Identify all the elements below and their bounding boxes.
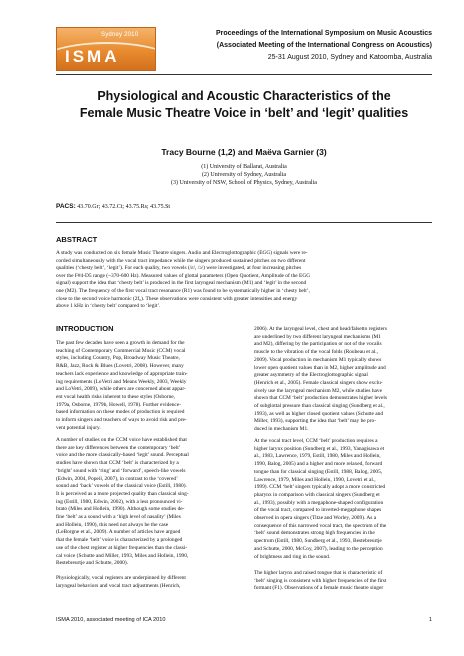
text-line: sively use the laryngeal mechanism M2, while studies have [254, 387, 382, 394]
text-line: muscle to the vibration of the vocal folds (Roubeau et al., [254, 349, 378, 356]
text-line: cal voice (Schutte and Miller, 1993, Miles and Hollein, 1990, [56, 552, 189, 559]
text-line: ‘belt’ sound demonstrates strong high frequencies in the [254, 530, 375, 537]
abstract-line: above 1 kHz in ‘chesty belt’ compared to ‘legit’. [56, 303, 161, 310]
associated-meeting: (Associated Meeting of the International Congress on Acoustics) [216, 42, 432, 49]
abstract-line: corded simultaneously with the vocal tract impedance while the singers produced sustained pitches on two different [56, 257, 306, 264]
affiliation-1: (1) University of Ballarat, Australia [201, 164, 287, 170]
text-line: shown that CCM ‘belt’ production demonstrates higher levels [254, 395, 387, 402]
text-line: that the female ‘belt’ voice is characterized by a prolonged [56, 537, 183, 544]
intro-paragraph-3 [56, 575, 234, 590]
text-line: formant (F1). Observations of a female music theatre singer [254, 585, 384, 592]
abstract-line: A study was conducted on six female Music Theatre singers. Audio and Electroglottographic (EGG) signals were re- [56, 250, 308, 256]
footer-meeting: ISMA 2010, associated meeting of ICA 2010 [56, 617, 166, 623]
pacs-rule [56, 222, 432, 223]
page-footer [56, 617, 432, 623]
text-line: vent potential injury. [56, 424, 101, 431]
text-line: sound and ‘back’ vowels of the classical voice (Estill, 1980). [56, 483, 187, 490]
text-line: (Edwin, 2004, Popeil, 2007), in contrast to the ‘covered’ [56, 475, 178, 482]
text-line: and Hollein, 1990), this need not always be the case [56, 521, 169, 528]
text-line: pharynx in comparison with classical singers (Sundberg et [254, 491, 380, 498]
header-rule [56, 74, 432, 75]
logo-text: ISMA [65, 47, 120, 66]
text-line: ‘belt’ singing is consistent with higher frequencies of the first [254, 577, 387, 584]
text-line: ing requirements (LoVetri and Means Weekly, 2003, Weekly [56, 378, 187, 385]
logo-city: Sydney 2010 [101, 32, 139, 38]
text-line: R&B, Jazz, Rock & Blues (Lovetri, 2008). However, many [56, 363, 184, 370]
pacs-label: PACS: [56, 203, 76, 210]
text-line: al., 1983, Lawrence, 1979, Estill, 1980, Miles and Hollein, [254, 453, 381, 460]
text-line: lower open quotient values than in M2, higher amplitude and [254, 364, 386, 371]
text-line: It is perceived as a more projected quality than classical sing- [56, 490, 189, 497]
text-line: and LoVetri, 2009), while others are concerned about appar- [56, 386, 186, 393]
proceedings-title: Proceedings of the International Symposium on Music Acoustics [216, 30, 432, 37]
text-line: (LeBorgne et al., 2009). A number of articles have argued [56, 529, 181, 536]
text-line: greater asymmetry of the Electroglottographic signal [254, 372, 368, 379]
text-line: studies have shown that CCM ‘belt’ is characterized by a [56, 460, 179, 467]
text-line: At the vocal tract level, CCM ‘belt’ production requires a [254, 438, 378, 444]
affiliation-2: (2) University of Sydney, Australia [201, 172, 287, 178]
text-line: there are key differences between the contemporary ‘belt’ [56, 444, 181, 451]
pacs-codes: 43.70.Gr; 43.72.Ct; 43.75.Rs; 43.75.St [77, 204, 171, 210]
text-line: tongue than for classical singing (Estill, 1988, Balog, 2005, [254, 468, 383, 475]
text-line: The higher larynx and raised tongue that is characteristic of [254, 570, 383, 576]
text-line: spectrum (Estill, 1980, Sundberg et al., 1993, Bestebreurtje [254, 538, 382, 545]
text-line: duced in mechanism M1. [254, 426, 309, 433]
text-line: consequence of this narrowed vocal tract, the spectrum of the [254, 522, 387, 529]
abstract-line: close to the second voice harmonic (2f₀). These observations were consistent with greater intensities and energy [56, 295, 298, 302]
text-line: 1993), as well as higher closed quotient values (Schutte and [254, 410, 384, 417]
text-line: observed in opera singers (Titze and Worley, 2009). As a [254, 515, 377, 522]
abstract-line: over the F#4-D5 range (~370-600 Hz). Measured values of glottal parameters (Open Quotient, Amplitude of the EGG [56, 272, 311, 279]
text-line: and Schutte, 2000, McCoy, 2007), leading to the perception [254, 545, 383, 552]
paper-title-line-2: Female Music Theatre Voice in ‘belt’ and ‘legit’ qualities [79, 106, 409, 120]
text-line: ing (Estill, 1980, Edwin, 2002), with a less pronounced vi- [56, 498, 183, 505]
affiliation-3: (3) University of NSW, School of Physics, Sydney, Australia [171, 180, 317, 186]
intro-paragraph-1 [56, 340, 234, 432]
introduction-heading: INTRODUCTION [56, 324, 114, 333]
right-paragraph-1 [254, 326, 432, 434]
paper-title-line-1: Physiological and Acoustic Characteristics of the [97, 89, 391, 103]
text-line: of subglottal pressure than classical singing (Sundberg et al., [254, 403, 385, 410]
text-line: Physiologically, vocal registers are underpinned by different [56, 575, 186, 581]
text-line: and M2), differing by the participation or not of the vocalis [254, 341, 382, 348]
text-line: 1990, Balog, 2005) and a higher and more relaxed, forward [254, 461, 383, 468]
text-line: ‘bright’ sound with ‘ring’ and ‘forward’, speech-like vowels [56, 467, 186, 474]
conference-dates: 25-31 August 2010, Sydney and Katoomba, Australia [267, 54, 432, 61]
right-paragraph-3 [254, 570, 432, 593]
text-line: use of the chest register at higher frequencies than the classi- [56, 544, 188, 551]
right-paragraph-2 [254, 438, 432, 561]
text-line: Bestebreurtje and Schutte, 2000). [56, 560, 129, 567]
pacs-line [56, 203, 170, 210]
isma-logo [56, 27, 156, 71]
abstract-line: one (M2). The frequency of the first vocal tract resonance (R1) was found to be systematically higher in ‘chesty belt’, [56, 287, 310, 294]
intro-paragraph-2 [56, 437, 234, 568]
text-line: 1999). CCM ‘belt’ singers typically adopt a more constricted [254, 484, 386, 491]
text-line: ent vocal health risks inherent to these styles (Osborne, [56, 393, 176, 400]
text-line: 2006). At the laryngeal level, chest and head/falsetto registers [254, 326, 387, 332]
text-line: voice and the more classically-based ‘legit’ sound. Perceptual [56, 452, 189, 459]
text-line: based information on these modes of production is required [56, 409, 185, 416]
text-line: al., 1993), possibly with a megaphone-shaped configuration [254, 499, 384, 506]
text-line: Lawrence, 1979, Miles and Hollein, 1990, Lovetri et al., [254, 476, 376, 483]
text-line: brato (Miles and Hollein, 1990). Although some studies de- [56, 506, 185, 513]
abstract-line: signal) support the idea that ‘chesty belt’ is produced in the first laryngeal mechanism (M1) and ‘legit’ in the second [56, 280, 307, 287]
text-line: fine ‘belt’ as a sound with a ‘high level of nasality’ (Miles [56, 514, 181, 521]
text-line: higher larynx position (Sundberg et al., 1993, Yanagisawa et [254, 445, 385, 452]
text-line: (Henrich et al., 2005). Female classical singers show exclu- [254, 379, 383, 386]
text-line: 1979a, Osborne, 1979b, Howell, 1978). Further evidence- [56, 401, 182, 408]
text-line: teaching of Contemporary Commercial Music (CCM) vocal [56, 347, 186, 354]
text-line: styles, including Country, Pop, Broadway Music Theatre, [56, 355, 180, 362]
text-line: The past few decades have seen a growth in demand for the [56, 340, 185, 346]
abstract-body [56, 250, 432, 311]
text-line: to inform singers and teachers of ways to avoid risk and pre- [56, 417, 187, 424]
text-line: 2009). Vocal production in mechanism M1 typically shows [254, 356, 382, 363]
abstract-line: qualities (‘chesty belt’, ‘legit’). For each quality, two vowels (/ɛ/, /ɔ/) were investigated, at four increasing pitches [56, 265, 302, 272]
page-number: 1 [428, 617, 432, 623]
abstract-heading: ABSTRACT [56, 235, 98, 244]
text-line: laryngeal behaviors and vocal tract adjustments (Henrich, [56, 582, 181, 589]
authors: Tracy Bourne (1,2) and Maëva Garnier (3) [161, 147, 327, 157]
text-line: A number of studies on the CCM voice have established that [56, 437, 187, 443]
text-line: Miller, 1993), supporting the idea that ‘belt’ may be pro- [254, 418, 376, 425]
text-line: teachers lack experience and knowledge of appropriate train- [56, 370, 188, 377]
text-line: are underlined by two different laryngeal mechanisms (M1 [254, 333, 381, 340]
text-line: of brightness and ring in the sound. [254, 553, 331, 560]
text-line: of the vocal tract, compared to inverted-megaphone shapes [254, 507, 382, 514]
